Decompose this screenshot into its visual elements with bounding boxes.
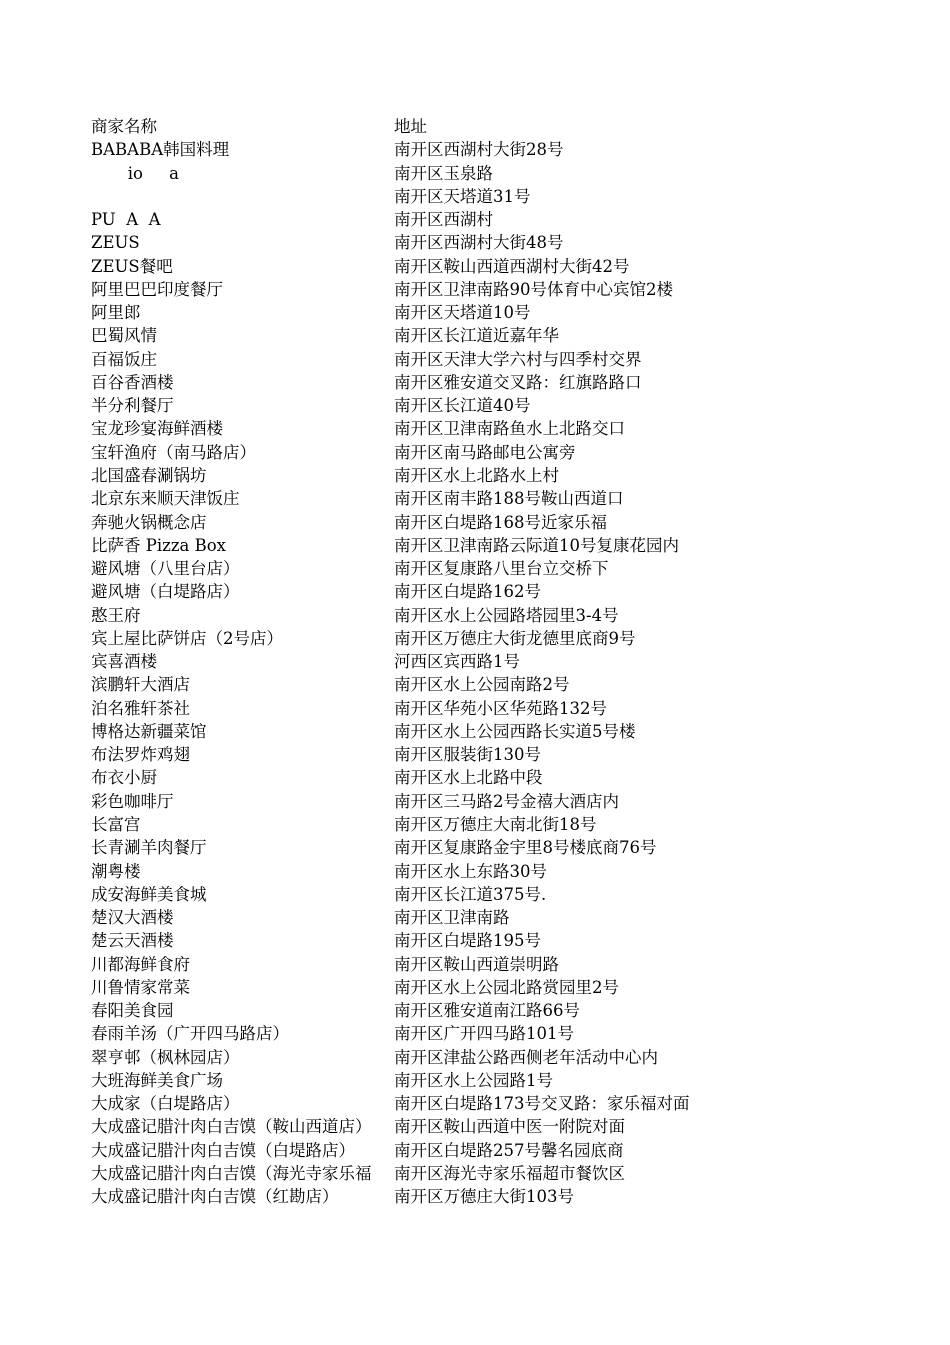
address-cell: 南开区复康路八里台立交桥下 xyxy=(394,557,609,580)
table-row xyxy=(91,464,851,487)
address-cell: 南开区雅安道南江路66号 xyxy=(394,999,580,1022)
merchant-name-cell: 阿里郎 xyxy=(91,303,141,323)
merchant-name-cell: 大成盛记腊汁肉白吉馍（海光寺家乐福 xyxy=(91,1163,372,1183)
table-row xyxy=(91,953,851,976)
spreadsheet xyxy=(91,115,851,1208)
merchant-name-cell: 奔驰火锅概念店 xyxy=(91,512,207,532)
column-header-address: 地址 xyxy=(394,115,427,138)
table-row xyxy=(91,371,851,394)
address-cell: 南开区水上公园西路长实道5号楼 xyxy=(394,720,636,743)
merchant-name-cell: 春雨羊汤（广开四马路店） xyxy=(91,1024,289,1044)
table-row xyxy=(91,1069,851,1092)
merchant-name-cell: 大成盛记腊汁肉白吉馍（红勘店） xyxy=(91,1187,339,1207)
address-cell: 南开区万德庄大南北街18号 xyxy=(394,813,597,836)
address-cell: 南开区白堤路162号 xyxy=(394,580,541,603)
table-row xyxy=(91,999,851,1022)
address-cell: 南开区水上公园路1号 xyxy=(394,1069,553,1092)
address-cell: 南开区水上北路中段 xyxy=(394,766,543,789)
table-row xyxy=(91,720,851,743)
table-row xyxy=(91,580,851,603)
table-row xyxy=(91,301,851,324)
merchant-name-cell: 北国盛春涮锅坊 xyxy=(91,465,207,485)
address-cell: 南开区天塔道10号 xyxy=(394,301,531,324)
table-row xyxy=(91,1022,851,1045)
address-cell: 南开区三马路2号金禧大酒店内 xyxy=(394,790,619,813)
merchant-name-cell: 布法罗炸鸡翅 xyxy=(91,745,190,765)
table-row xyxy=(91,1162,851,1185)
address-cell: 南开区玉泉路 xyxy=(394,162,493,185)
merchant-name-cell: 巴蜀风情 xyxy=(91,326,157,346)
column-header-name: 商家名称 xyxy=(91,117,157,136)
merchant-name-cell: 比萨香 Pizza Box xyxy=(91,535,226,555)
merchant-name-cell: 憨王府 xyxy=(91,605,141,625)
table-row xyxy=(91,441,851,464)
table-row xyxy=(91,394,851,417)
merchant-name-cell: 长富宫 xyxy=(91,814,141,834)
table-row xyxy=(91,511,851,534)
merchant-name-cell: 翠亨邨（枫林园店） xyxy=(91,1047,240,1067)
address-cell: 南开区万德庄大街103号 xyxy=(394,1185,574,1208)
merchant-name-cell: 大班海鲜美食广场 xyxy=(91,1070,223,1090)
table-row xyxy=(91,348,851,371)
address-cell: 南开区鞍山西道中医一附院对面 xyxy=(394,1115,625,1138)
table-row xyxy=(91,1092,851,1115)
address-cell: 南开区水上北路水上村 xyxy=(394,464,559,487)
merchant-name-cell: 潮粤楼 xyxy=(91,861,141,881)
table-row xyxy=(91,860,851,883)
merchant-name-cell: io a xyxy=(91,163,179,183)
address-cell: 河西区宾西路1号 xyxy=(394,650,520,673)
merchant-name-cell: 百谷香酒楼 xyxy=(91,372,174,392)
table-row xyxy=(91,557,851,580)
table-row xyxy=(91,255,851,278)
address-cell: 南开区长江道近嘉年华 xyxy=(394,324,559,347)
merchant-name-cell: 春阳美食园 xyxy=(91,1001,174,1021)
address-cell: 南开区雅安道交叉路：红旗路路口 xyxy=(394,371,642,394)
address-cell: 南开区津盐公路西侧老年活动中心内 xyxy=(394,1046,658,1069)
merchant-name-cell: 滨鹏轩大酒店 xyxy=(91,675,190,695)
address-cell: 南开区西湖村大街28号 xyxy=(394,138,564,161)
table-row xyxy=(91,906,851,929)
address-cell: 南开区海光寺家乐福超市餐饮区 xyxy=(394,1162,625,1185)
address-cell: 南开区白堤路257号馨名园底商 xyxy=(394,1139,624,1162)
address-cell: 南开区白堤路173号交叉路：家乐福对面 xyxy=(394,1092,690,1115)
merchant-name-cell: 大成家（白堤路店） xyxy=(91,1094,240,1114)
merchant-name-cell: 彩色咖啡厅 xyxy=(91,791,174,811)
table-body xyxy=(91,138,851,1208)
merchant-name-cell: 避风塘（白堤路店） xyxy=(91,582,240,602)
address-cell: 南开区卫津南路 xyxy=(394,906,510,929)
table-row xyxy=(91,278,851,301)
table-row xyxy=(91,138,851,161)
merchant-name-cell: 成安海鲜美食城 xyxy=(91,884,207,904)
table-row xyxy=(91,208,851,231)
address-cell: 南开区长江道375号. xyxy=(394,883,546,906)
table-row xyxy=(91,929,851,952)
table-row xyxy=(91,743,851,766)
merchant-name-cell: 北京东来顺天津饭庄 xyxy=(91,489,240,509)
merchant-name-cell: 楚汉大酒楼 xyxy=(91,908,174,928)
table-row xyxy=(91,534,851,557)
address-cell: 南开区鞍山西道西湖村大街42号 xyxy=(394,255,630,278)
merchant-name-cell: 川都海鲜食府 xyxy=(91,954,190,974)
table-row xyxy=(91,790,851,813)
merchant-name-cell: 川鲁情家常菜 xyxy=(91,977,190,997)
table-row xyxy=(91,697,851,720)
table-row xyxy=(91,162,851,185)
address-cell: 南开区水上公园南路2号 xyxy=(394,673,570,696)
header-row xyxy=(91,115,851,138)
merchant-name-cell: ZEUS xyxy=(91,233,140,253)
table-row xyxy=(91,650,851,673)
merchant-name-cell: 博格达新疆菜馆 xyxy=(91,721,207,741)
table-row xyxy=(91,836,851,859)
address-cell: 南开区西湖村 xyxy=(394,208,493,231)
table-row xyxy=(91,604,851,627)
table-row xyxy=(91,417,851,440)
merchant-name-cell: 宾上屋比萨饼店（2号店） xyxy=(91,628,283,648)
table-row xyxy=(91,673,851,696)
table-row xyxy=(91,1046,851,1069)
merchant-name-cell: 百福饭庄 xyxy=(91,349,157,369)
merchant-name-cell: 布衣小厨 xyxy=(91,768,157,788)
address-cell: 南开区白堤路195号 xyxy=(394,929,541,952)
table-row xyxy=(91,185,851,208)
address-cell: 南开区水上公园路塔园里3-4号 xyxy=(394,604,619,627)
address-cell: 南开区华苑小区华苑路132号 xyxy=(394,697,607,720)
table-row xyxy=(91,231,851,254)
table-row xyxy=(91,976,851,999)
address-cell: 南开区水上公园北路赏园里2号 xyxy=(394,976,619,999)
merchant-name-cell: 避风塘（八里台店） xyxy=(91,559,240,579)
address-cell: 南开区服装街130号 xyxy=(394,743,541,766)
merchant-name-cell: 长青涮羊肉餐厅 xyxy=(91,838,207,858)
address-cell: 南开区西湖村大街48号 xyxy=(394,231,564,254)
address-cell: 南开区白堤路168号近家乐福 xyxy=(394,511,607,534)
address-cell: 南开区卫津南路90号体育中心宾馆2楼 xyxy=(394,278,673,301)
address-cell: 南开区鞍山西道崇明路 xyxy=(394,953,559,976)
address-cell: 南开区卫津南路云际道10号复康花园内 xyxy=(394,534,679,557)
address-cell: 南开区水上东路30号 xyxy=(394,860,547,883)
address-cell: 南开区万德庄大街龙德里底商9号 xyxy=(394,627,636,650)
address-cell: 南开区天津大学六村与四季村交界 xyxy=(394,348,642,371)
merchant-name-cell: 宾喜酒楼 xyxy=(91,652,157,672)
table-row xyxy=(91,1185,851,1208)
table-row xyxy=(91,1139,851,1162)
merchant-name-cell: 大成盛记腊汁肉白吉馍（白堤路店） xyxy=(91,1140,355,1160)
table-row xyxy=(91,766,851,789)
address-cell: 南开区卫津南路鱼水上北路交口 xyxy=(394,417,625,440)
table-row xyxy=(91,883,851,906)
address-cell: 南开区南丰路188号鞍山西道口 xyxy=(394,487,624,510)
merchant-name-cell: 半分利餐厅 xyxy=(91,396,174,416)
address-cell: 南开区复康路金宇里8号楼底商76号 xyxy=(394,836,657,859)
merchant-name-cell: 大成盛记腊汁肉白吉馍（鞍山西道店） xyxy=(91,1117,372,1137)
table-row xyxy=(91,487,851,510)
address-cell: 南开区长江道40号 xyxy=(394,394,531,417)
merchant-name-cell: 楚云天酒楼 xyxy=(91,931,174,951)
merchant-name-cell: 泊名雅轩茶社 xyxy=(91,698,190,718)
merchant-name-cell: PU A A xyxy=(91,210,161,230)
address-cell: 南开区天塔道31号 xyxy=(394,185,531,208)
table-row xyxy=(91,324,851,347)
table-row xyxy=(91,813,851,836)
table-row xyxy=(91,627,851,650)
merchant-name-cell: 宝轩渔府（南马路店） xyxy=(91,442,256,462)
merchant-name-cell: ZEUS餐吧 xyxy=(91,256,173,276)
merchant-name-cell: 宝龙珍宴海鲜酒楼 xyxy=(91,419,223,439)
merchant-name-cell: BABABA韩国料理 xyxy=(91,140,230,160)
merchant-name-cell: 阿里巴巴印度餐厅 xyxy=(91,279,223,299)
table-row xyxy=(91,1115,851,1138)
address-cell: 南开区广开四马路101号 xyxy=(394,1022,574,1045)
address-cell: 南开区南马路邮电公寓旁 xyxy=(394,441,576,464)
